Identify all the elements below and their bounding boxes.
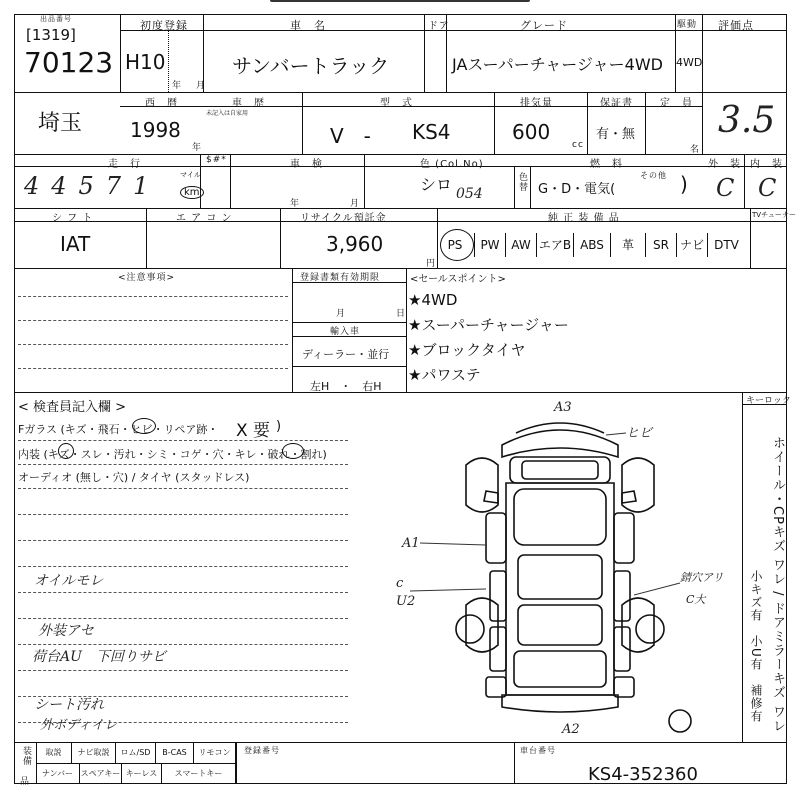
grade-label: グレード: [520, 19, 568, 32]
recycle-unit: 円: [426, 259, 437, 269]
sa-label: $#*: [206, 155, 227, 165]
reg-value: H10: [125, 50, 166, 74]
equipment-item: ABS: [573, 233, 610, 257]
name-label: 車 名: [290, 19, 326, 32]
tuner-label: TVチューナー: [752, 211, 796, 219]
cc-value: 600: [512, 120, 551, 144]
drive-value: 4WD: [676, 56, 703, 69]
mark-a1: A1: [402, 536, 420, 551]
sales-point: ★ブロックタイヤ: [408, 341, 526, 359]
hand-note-1: オイルモレ: [34, 573, 104, 589]
equipment-item: エアB: [536, 233, 573, 257]
mark-a3: A3: [554, 400, 572, 415]
mark-a2: A2: [562, 722, 580, 737]
equipment-list: [437, 221, 787, 268]
equipment-item: PS: [447, 238, 463, 252]
insp-month: 月: [350, 199, 361, 209]
sales-point: ★パワステ: [408, 366, 481, 384]
reg-label: 初度登録: [140, 19, 188, 32]
addon-item: B-CAS: [156, 742, 194, 763]
shift-label: シ フ ト: [52, 213, 94, 224]
sales-points: [408, 288, 569, 388]
addon-item: ナビ取説: [72, 742, 116, 763]
mileage-value: 44571: [24, 172, 161, 200]
door-label: ドア: [428, 21, 450, 32]
import-label: 輸入車: [330, 327, 361, 337]
chassis-label: 車台番号: [520, 746, 556, 755]
sales-label: <セールスポイント>: [410, 274, 506, 285]
interior-label: 内 装: [750, 159, 783, 170]
fuel-other-label: その他: [640, 171, 667, 180]
audio-line: オーディオ (無し・穴) / タイヤ (スタッドレス): [18, 471, 250, 484]
deadline-label: 登録書類有効期限: [300, 273, 381, 283]
score-label: 評価点: [718, 19, 754, 32]
keylock-label: キーロック: [746, 396, 791, 406]
warranty-value: 有・無: [596, 127, 636, 142]
reg-unit-month: 月: [196, 81, 207, 91]
mark-hibi: ヒビ: [626, 426, 653, 441]
prefecture: 埼玉: [38, 111, 83, 136]
mark-c: c: [396, 576, 404, 591]
sales-point: ★4WD: [408, 291, 458, 309]
drive-label: 駆動: [677, 20, 698, 30]
name-value: サンバートラック: [232, 54, 390, 78]
addon-item: ナンバー: [36, 763, 80, 784]
inspection-label: 車 検: [290, 159, 323, 170]
color-label: 色 (Col.No): [420, 159, 484, 170]
deadline-day: 日: [396, 309, 407, 319]
equipment-label: 純 正 装 備 品: [548, 213, 620, 224]
capacity-unit: 名: [690, 145, 701, 155]
import-value: ディーラー・並行: [302, 348, 390, 361]
year-label: 西 暦: [145, 98, 178, 109]
reg-no-label: 登録番号: [244, 746, 280, 755]
mark-u2: U2: [396, 594, 416, 609]
glass-close: ): [276, 419, 282, 434]
addon-sub: 品: [20, 777, 31, 787]
side-notes-2: 小キズ有 小U有 補修有: [749, 570, 763, 723]
addon-item: スペアキー: [80, 763, 122, 784]
hand-note-3: 荷台AU 下回りサビ: [32, 649, 166, 665]
top-edge-marks: [270, 0, 530, 2]
addon-item: キーレス: [122, 763, 162, 784]
equipment-item: SR: [645, 233, 676, 257]
recycle-value: 3,960: [326, 232, 384, 256]
regno-sub: 未記入は自家用: [206, 110, 249, 117]
equipment-item: DTV: [707, 233, 745, 257]
sales-point: ★スーパーチャージャー: [408, 316, 569, 334]
ps-circle: [440, 229, 474, 261]
model-prefix: V -: [330, 124, 371, 148]
recycle-label: リサイクル預託金: [300, 213, 387, 224]
model-value: KS4: [412, 120, 451, 144]
equipment-item: PW: [474, 233, 505, 257]
cc-unit: cc: [572, 140, 584, 150]
score-value: 3.5: [718, 100, 776, 141]
mileage-unit: km: [180, 186, 204, 199]
car-damage-diagram: [390, 395, 740, 745]
reg-unit-year: 年: [172, 81, 183, 91]
exterior-label: 外 装: [708, 159, 741, 170]
glass-circle-tobi: [132, 418, 156, 434]
addon-label: 装備: [21, 746, 31, 766]
mark-right-2: C大: [686, 593, 706, 606]
lot-code: [1319]: [26, 26, 76, 44]
fuel-label: 燃 料: [590, 159, 623, 170]
side-notes: ホイール・CPキズ ワレ / ドアミラーキズ ワレ: [770, 436, 785, 733]
capacity-label: 定 員: [660, 98, 693, 109]
color-value: シロ: [420, 175, 453, 194]
interior-circle-yabure: [282, 443, 304, 459]
exterior-value: C: [716, 174, 735, 202]
grade-value: JAスーパーチャージャー4WD: [452, 55, 663, 74]
equipment-item: 革: [610, 233, 645, 257]
regno-label: 車 歴: [232, 98, 265, 109]
color-no: 054: [456, 186, 483, 202]
fuel-close: ): [680, 172, 688, 196]
warranty-label: 保証書: [600, 98, 633, 109]
ac-label: エ ア コ ン: [176, 213, 233, 224]
addon-item: リモコン: [194, 742, 236, 763]
inspector-title: < 検査員記入欄 >: [18, 400, 127, 415]
hand-note-5: 外ボディイレ: [40, 718, 117, 733]
interior-circle-ski: [58, 443, 74, 459]
color-change: 色替: [517, 172, 527, 192]
model-label: 型 式: [380, 98, 413, 109]
notes-label: <注意事項>: [118, 273, 176, 283]
cc-label: 排気量: [520, 98, 553, 109]
mileage-unit-top: マイル: [180, 171, 201, 179]
mileage-label: 走 行: [108, 159, 141, 170]
addon-item: ロム/SD: [116, 742, 156, 763]
glass-x: X 要: [236, 421, 271, 441]
hand-note-2: 外装アセ: [38, 623, 94, 639]
addon-item: 取説: [36, 742, 72, 763]
chassis-value: KS4-352360: [588, 764, 698, 785]
interior-value: C: [758, 174, 777, 202]
fuel-value: G・D・電気(: [538, 182, 616, 197]
lot-prefix-label: 出品番号: [40, 15, 72, 23]
interior-line: 内装 (キズ・スレ・汚れ・シミ・コゲ・穴・キレ・破れ・割れ): [18, 448, 327, 461]
deadline-month: 月: [336, 309, 347, 319]
shift-value: IAT: [60, 232, 91, 256]
handle-value: 左H ・ 右H: [310, 380, 382, 393]
equipment-item: AW: [505, 233, 536, 257]
year-value: 1998: [130, 118, 181, 142]
glass-line: Fガラス (キズ・飛石・ヒビ・リペア跡・: [18, 423, 219, 436]
equipment-item: ナビ: [676, 233, 707, 257]
addon-item: スマートキー: [162, 763, 236, 784]
lot-number: 70123: [24, 46, 114, 79]
insp-year: 年: [290, 199, 301, 209]
year-unit: 年: [192, 143, 203, 153]
hand-note-4: シート汚れ: [34, 697, 104, 713]
mark-right: 錆穴アリ: [680, 571, 724, 584]
